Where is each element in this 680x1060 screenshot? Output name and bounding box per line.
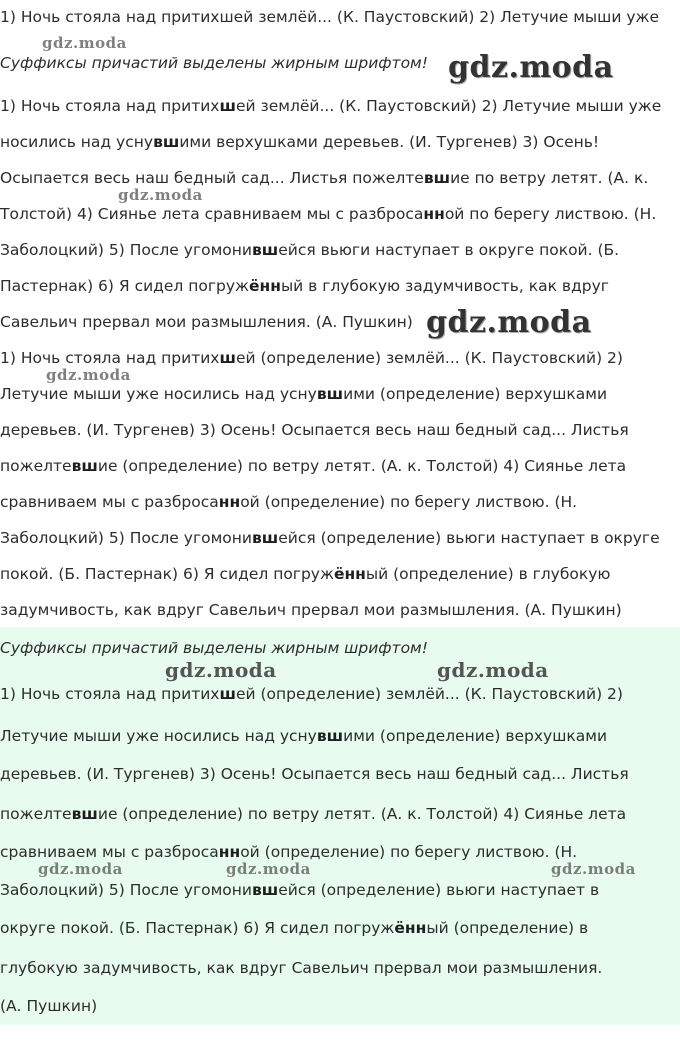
- suffix-bold: ённ: [249, 277, 281, 295]
- suffix-bold: ённ: [333, 565, 366, 583]
- text-fragment: ие по ветру летят. (А. к.: [450, 169, 649, 187]
- text-fragment: округе покой. (Б. Пастернак) 6) Я сидел погруж: [0, 919, 395, 937]
- heading-suffixes-1: Суффиксы причастий выделены жирным шрифтом!: [0, 54, 428, 72]
- text-fragment: сравниваем мы с разброса: [0, 493, 219, 511]
- text-fragment: 1) Ночь стояла над притих: [0, 349, 220, 367]
- text-line: [0, 384, 607, 404]
- text-fragment: ый (определение) в глубокую: [365, 565, 611, 583]
- text-line: [0, 726, 607, 746]
- text-fragment: деревьев. (И. Тургенев) 3) Осень! Осыпается весь наш бедный сад... Листья: [0, 765, 629, 783]
- watermark: gdz.moda: [118, 186, 203, 204]
- watermark: gdz.moda: [226, 860, 311, 878]
- text-line: [0, 804, 626, 824]
- text-line: [0, 312, 413, 332]
- text-fragment: сравниваем мы с разброса: [0, 843, 219, 861]
- text-fragment: ой (определение) по берегу листвою. (Н.: [240, 493, 578, 511]
- text-fragment: Летучие мыши уже носились над усну: [0, 385, 317, 403]
- text-fragment: ие (определение) по ветру летят. (А. к. Толстой) 4) Сиянье лета: [97, 805, 627, 823]
- text-line: [0, 996, 97, 1016]
- text-fragment: ейся вьюги наступает в округе покой. (Б.: [278, 241, 620, 259]
- text-line: [0, 958, 602, 978]
- text-line: [0, 168, 648, 188]
- text-fragment: задумчивость, как вдруг Савельич прервал мои размышления. (А. Пушкин): [0, 601, 622, 619]
- text-fragment: деревьев. (И. Тургенев) 3) Осень! Осыпается весь наш бедный сад... Листья: [0, 421, 629, 439]
- text-fragment: ой по берегу листвою. (Н.: [444, 205, 657, 223]
- text-line: [0, 276, 609, 296]
- watermark: gdz.moda: [46, 366, 131, 384]
- text-line: [0, 348, 623, 368]
- suffix-bold: ш: [219, 349, 236, 367]
- text-fragment: ими верхушками деревьев. (И. Тургенев) 3) Осень!: [179, 133, 600, 151]
- text-fragment: ейся (определение) вьюги наступает в: [278, 881, 600, 899]
- suffix-bold: вш: [423, 169, 451, 187]
- text-fragment: пожелте: [0, 457, 72, 475]
- suffix-bold: вш: [251, 881, 279, 899]
- suffix-bold: нн: [218, 493, 241, 511]
- text-fragment: покой. (Б. Пастернак) 6) Я сидел погруж: [0, 565, 334, 583]
- watermark: gdz.moda: [38, 860, 123, 878]
- text-fragment: Летучие мыши уже носились над усну: [0, 727, 317, 745]
- text-fragment: носились над усну: [0, 133, 154, 151]
- text-line: [0, 918, 588, 938]
- suffix-bold: вш: [251, 241, 279, 259]
- text-line: [0, 96, 661, 116]
- text-line: [0, 240, 619, 260]
- text-fragment: ый (определение) в: [426, 919, 589, 937]
- cut-off-line: 1) Ночь стояла над притихшей землёй... (К. Паустовский) 2) Летучие мыши уже: [0, 8, 660, 26]
- text-line: [0, 764, 629, 784]
- text-line: [0, 528, 660, 548]
- watermark: gdz.moda: [165, 658, 277, 682]
- suffix-bold: нн: [423, 205, 445, 223]
- text-fragment: ей (определение) землёй... (К. Паустовский) 2): [235, 349, 623, 367]
- text-line: [0, 684, 623, 704]
- suffix-bold: вш: [71, 805, 98, 823]
- text-line: [0, 420, 629, 440]
- text-fragment: ой (определение) по берегу листвою. (Н.: [240, 843, 578, 861]
- suffix-bold: ш: [219, 685, 236, 703]
- suffix-bold: нн: [218, 843, 241, 861]
- text-fragment: ие (определение) по ветру летят. (А. к. Толстой) 4) Сиянье лета: [97, 457, 627, 475]
- text-line: [0, 132, 599, 152]
- suffix-bold: вш: [153, 133, 180, 151]
- text-line: [0, 842, 577, 862]
- text-fragment: ими (определение) верхушками: [343, 385, 608, 403]
- text-line: [0, 600, 622, 620]
- text-line: [0, 456, 626, 476]
- text-fragment: 1) Ночь стояла над притих: [0, 685, 220, 703]
- text-fragment: Осыпается весь наш бедный сад... Листья пожелте: [0, 169, 424, 187]
- text-fragment: Заболоцкий) 5) После угомони: [0, 241, 252, 259]
- text-line: [0, 492, 577, 512]
- watermark: gdz.moda: [42, 34, 127, 52]
- text-line: [0, 564, 610, 584]
- text-line: [0, 204, 656, 224]
- text-fragment: Савельич прервал мои размышления. (А. Пушкин): [0, 313, 413, 331]
- text-line: [0, 880, 599, 900]
- watermark: gdz.moda: [437, 658, 549, 682]
- text-fragment: ими (определение) верхушками: [343, 727, 608, 745]
- suffix-bold: вш: [71, 457, 98, 475]
- watermark: gdz.moda: [426, 305, 592, 340]
- text-fragment: глубокую задумчивость, как вдруг Савельич прервал мои размышления.: [0, 959, 603, 977]
- heading-suffixes-2: Суффиксы причастий выделены жирным шрифтом!: [0, 639, 428, 657]
- suffix-bold: ённ: [394, 919, 427, 937]
- text-fragment: (А. Пушкин): [0, 997, 98, 1015]
- suffix-bold: вш: [316, 385, 344, 403]
- suffix-bold: вш: [251, 529, 279, 547]
- text-fragment: пожелте: [0, 805, 72, 823]
- watermark: gdz.moda: [551, 860, 636, 878]
- text-fragment: ый в глубокую задумчивость, как вдруг: [280, 277, 609, 295]
- suffix-bold: вш: [316, 727, 344, 745]
- text-fragment: 1) Ночь стояла над притих: [0, 97, 220, 115]
- text-fragment: Пастернак) 6) Я сидел погруж: [0, 277, 249, 295]
- text-fragment: Заболоцкий) 5) После угомони: [0, 881, 252, 899]
- text-fragment: ейся (определение) вьюги наступает в округе: [278, 529, 660, 547]
- text-fragment: ей землёй... (К. Паустовский) 2) Летучие мыши уже: [235, 97, 662, 115]
- text-fragment: Заболоцкий) 5) После угомони: [0, 529, 252, 547]
- suffix-bold: ш: [219, 97, 236, 115]
- text-fragment: ей (определение) землёй... (К. Паустовский) 2): [235, 685, 623, 703]
- text-fragment: Толстой) 4) Сиянье лета сравниваем мы с разброса: [0, 205, 424, 223]
- watermark: gdz.moda: [448, 50, 614, 85]
